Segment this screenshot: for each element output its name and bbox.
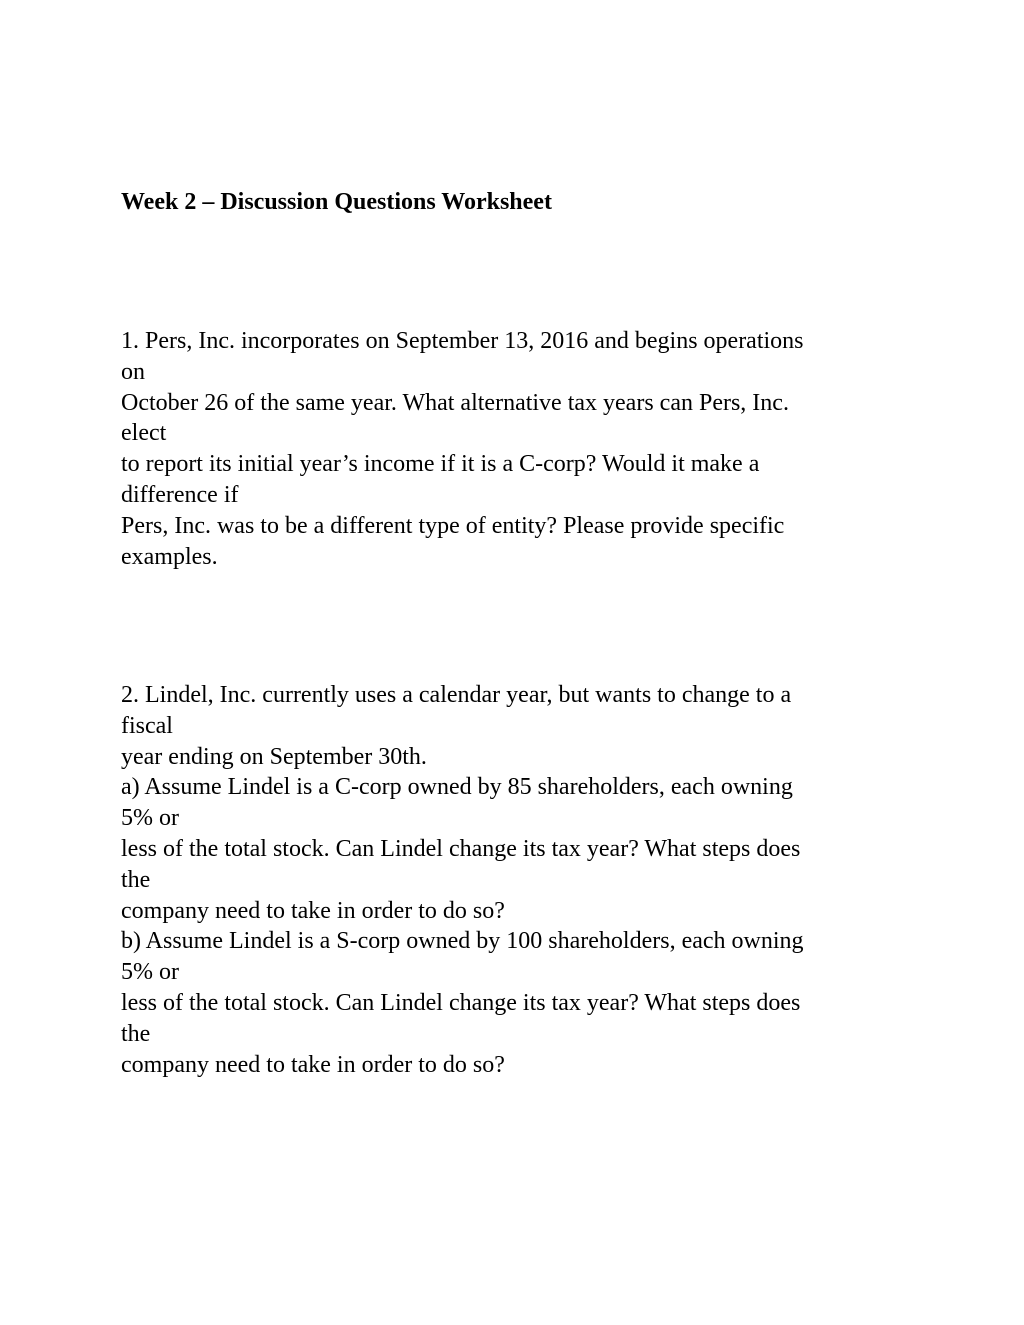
question-1-line: difference if (121, 481, 239, 508)
question-1-line: examples. (121, 543, 218, 570)
question-2-line: year ending on September 30th. (121, 743, 427, 770)
question-1-line: on (121, 358, 145, 385)
question-2a-line: 5% or (121, 805, 179, 832)
question-2 (121, 680, 921, 1080)
question-2b-line: company need to take in order to do so? (121, 1051, 505, 1078)
question-2a-line: a) Assume Lindel is a C-corp owned by 85 shareholders, each owning (121, 774, 793, 801)
question-1-line: elect (121, 420, 167, 447)
question-2a-line: company need to take in order to do so? (121, 897, 505, 924)
question-2-line: fiscal (121, 712, 173, 739)
question-1-line: 1. Pers, Inc. incorporates on September 13, 2016 and begins operations (121, 328, 804, 354)
question-2a-line: the (121, 866, 151, 893)
question-2b-line: b) Assume Lindel is a S-corp owned by 100 shareholders, each owning (121, 928, 804, 955)
page-title: Week 2 – Discussion Questions Worksheet (121, 189, 552, 215)
question-2a-line: less of the total stock. Can Lindel change its tax year? What steps does (121, 835, 801, 862)
question-1-line: to report its initial year’s income if it is a C-corp? Would it make a (121, 451, 760, 478)
question-2b-line: 5% or (121, 959, 179, 986)
question-1-line: October 26 of the same year. What alternative tax years can Pers, Inc. (121, 389, 789, 416)
question-2b-line: less of the total stock. Can Lindel change its tax year? What steps does (121, 989, 801, 1016)
question-2b-line: the (121, 1020, 151, 1047)
question-1 (121, 326, 921, 572)
question-2-line: 2. Lindel, Inc. currently uses a calendar year, but wants to change to a (121, 682, 792, 708)
question-1-line: Pers, Inc. was to be a different type of entity? Please provide specific (121, 512, 785, 539)
